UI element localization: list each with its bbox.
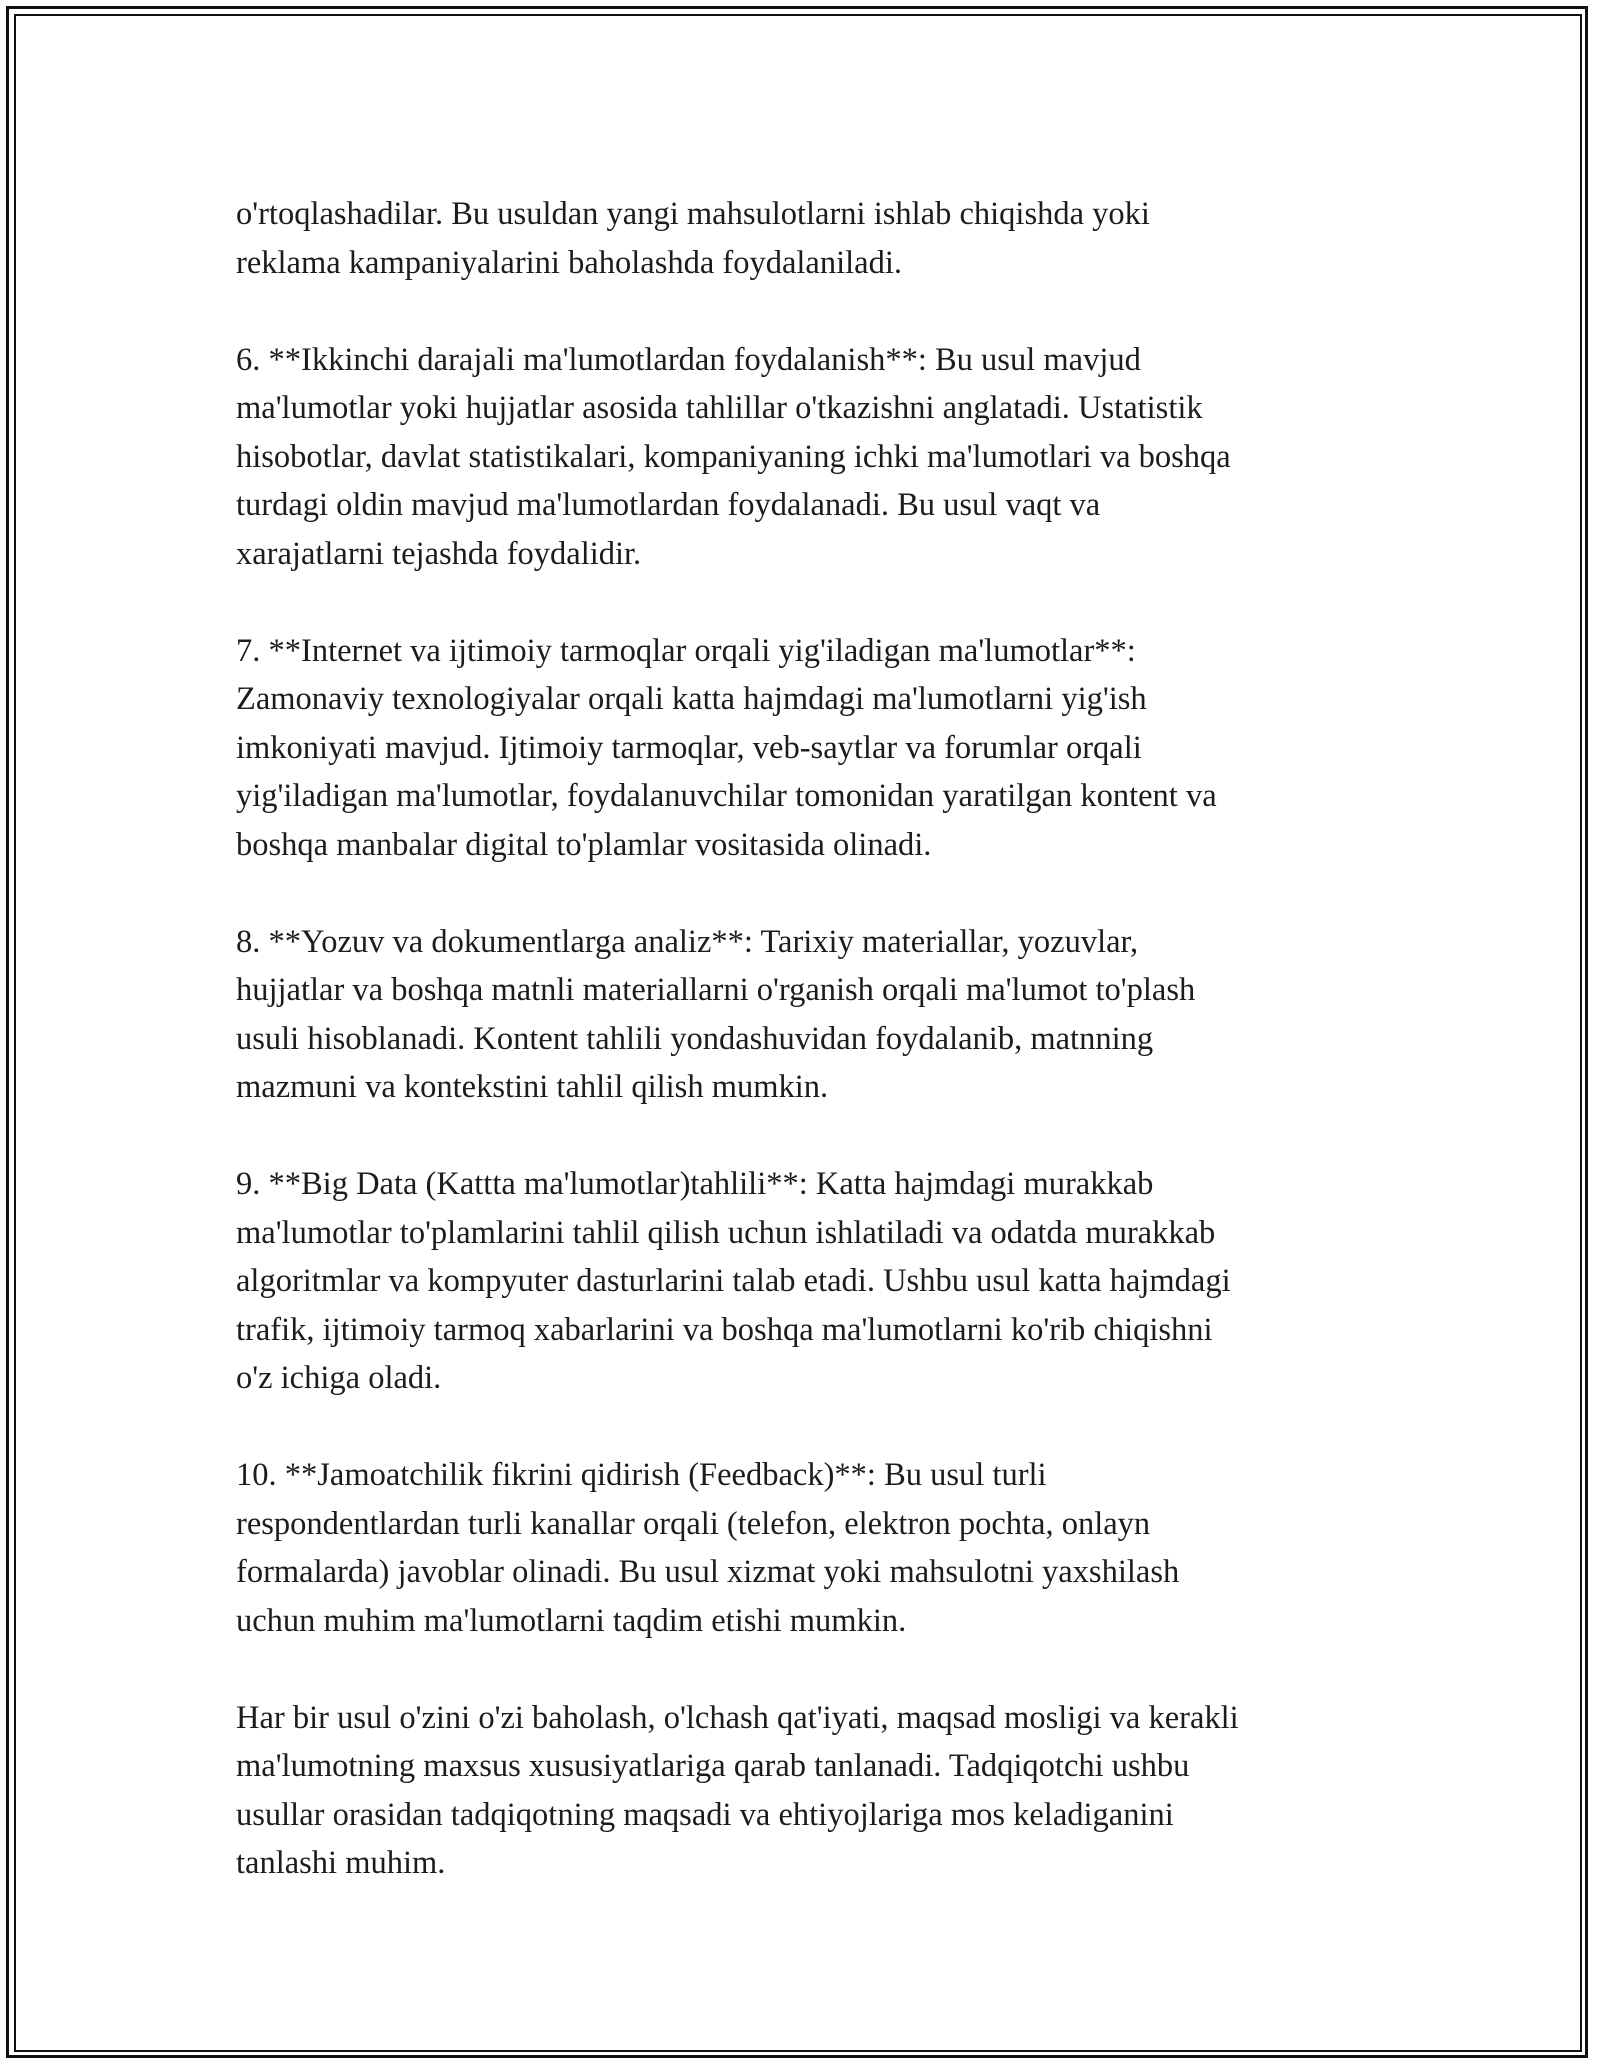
paragraph-continuation: o'rtoqlashadilar. Bu usuldan yangi mahsulotlarni ishlab chiqishda yoki reklama kampaniyalarini baholashda foydalaniladi.	[236, 196, 1150, 281]
paragraph-item-6: 6. **Ikkinchi darajali ma'lumotlardan foydalanish**: Bu usul mavjud ma'lumotlar yoki hujjatlar asosida tahlillar o'tkazishni anglatadi. Ustatistik hisobotlar, davlat statistikalari, kompaniyaning ichki ma'lumotlari va boshqa turdagi oldin mavjud ma'lumotlardan foydalanadi. Bu usul vaqt va xarajatlarni tejashda foydalidir.	[236, 341, 1231, 572]
document-body	[236, 190, 1386, 1888]
paragraph-item-10: 10. **Jamoatchilik fikrini qidirish (Feedback)**: Bu usul turli respondentlardan turli kanallar orqali (telefon, elektron pochta, onlayn formalarda) javoblar olinadi. Bu usul xizmat yoki mahsulotni yaxshilash uchun muhim ma'lumotlarni taqdim etishi mumkin.	[236, 1457, 1180, 1639]
paragraph-item-9: 9. **Big Data (Kattta ma'lumotlar)tahlili**: Katta hajmdagi murakkab ma'lumotlar to'plamlarini tahlil qilish uchun ishlatiladi va odatda murakkab algoritmlar va kompyuter dasturlarini talab etadi. Ushbu usul katta hajmdagi trafik, ijtimoiy tarmoq xabarlarini va boshqa ma'lumotlarni ko'rib chiqishni o'z ichiga oladi.	[236, 1166, 1231, 1396]
paragraph-item-8: 8. **Yozuv va dokumentlarga analiz**: Tarixiy materiallar, yozuvlar, hujjatlar va boshqa matnli materiallarni o'rganish orqali ma'lumot to'plash usuli hisoblanadi. Kontent tahlili yondashuvidan foydalanib, matnning mazmuni va kontekstini tahlil qilish mumkin.	[236, 923, 1196, 1105]
paragraph-conclusion: Har bir usul o'zini o'zi baholash, o'lchash qat'iyati, maqsad mosligi va kerakli ma'lumotning maxsus xususiyatlariga qarab tanlanadi. Tadqiqotchi ushbu usullar orasidan tadqiqotning maqsadi va ehtiyojlariga mos keladiganini tanlashi muhim.	[236, 1699, 1239, 1881]
paragraph-item-7: 7. **Internet va ijtimoiy tarmoqlar orqali yig'iladigan ma'lumotlar**: Zamonaviy texnologiyalar orqali katta hajmdagi ma'lumotlarni yig'ish imkoniyati mavjud. Ijtimoiy tarmoqlar, veb-saytlar va forumlar orqali yig'iladigan ma'lumotlar, foydalanuvchilar tomonidan yaratilgan kontent va boshqa manbalar digital to'plamlar vositasida olinadi.	[236, 632, 1217, 863]
